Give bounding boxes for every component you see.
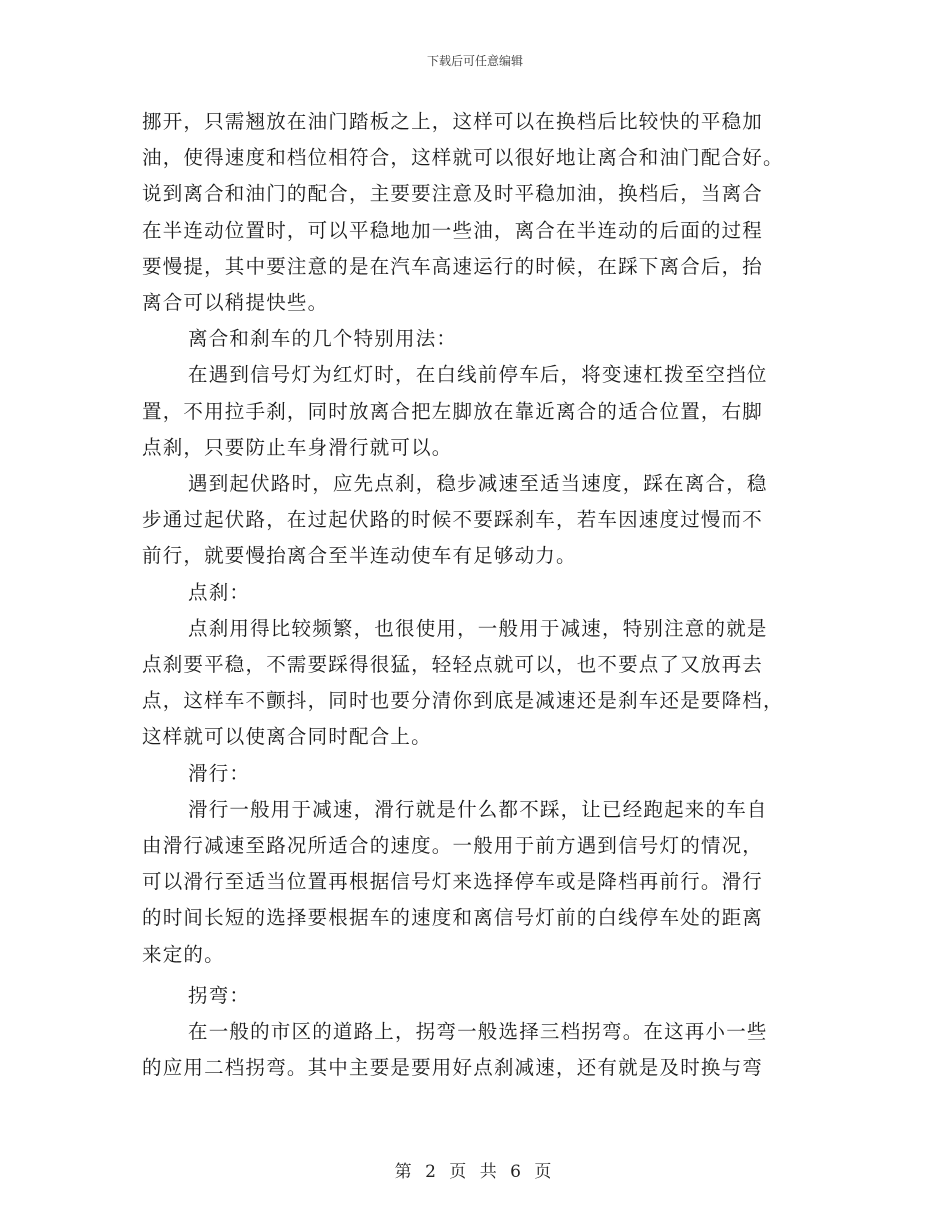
text-line: 滑行一般用于减速，滑行就是什么都不踩，让已经跑起来的车自	[188, 797, 768, 821]
text-line: 的应用二档拐弯。其中主要是要用好点刹减速，还有就是及时换与弯	[142, 1056, 764, 1080]
section-heading: 滑行：	[188, 761, 251, 785]
page-header: 下载后可任意编辑	[426, 54, 523, 68]
text-line: 油，使得速度和档位相符合，这样就可以很好地让离合和油门配合好。	[142, 146, 784, 170]
section-heading: 离合和刹车的几个特别用法：	[188, 327, 458, 351]
section-heading: 拐弯：	[188, 983, 251, 1007]
text-line: 点刹，只要防止车身滑行就可以。	[142, 435, 453, 459]
text-line: 在一般的市区的道路上，拐弯一般选择三档拐弯。在这再小一些	[188, 1020, 768, 1044]
text-line: 点刹用得比较频繁，也很使用，一般用于减速，特别注意的就是	[188, 616, 768, 640]
text-line: 离合可以稍提快些。	[142, 291, 329, 315]
section-heading: 点刹：	[188, 580, 251, 604]
text-line: 由滑行减速至路况所适合的速度。一般用于前方遇到信号灯的情况，	[142, 834, 764, 858]
text-line: 可以滑行至适当位置再根据信号灯来选择停车或是降档再前行。滑行	[142, 870, 764, 894]
text-line: 置，不用拉手刹，同时放离合把左脚放在靠近离合的适合位置，右脚	[142, 399, 764, 423]
text-line: 在半连动位置时，可以平稳地加一些油，离合在半连动的后面的过程	[142, 218, 764, 242]
text-line: 说到离合和油门的配合，主要要注意及时平稳加油，换档后，当离合	[142, 182, 764, 206]
text-line: 要慢提，其中要注意的是在汽车高速运行的时候，在踩下离合后，抬	[142, 254, 764, 278]
page-footer: 第 2 页 共 6 页	[394, 1162, 556, 1182]
text-line: 在遇到信号灯为红灯时，在白线前停车后，将变速杠拨至空挡位	[188, 363, 768, 387]
text-line: 点刹要平稳，不需要踩得很猛，轻轻点就可以，也不要点了又放再去	[142, 653, 764, 677]
text-line: 前行，就要慢抬离合至半连动使车有足够动力。	[142, 544, 577, 568]
text-line: 点，这样车不颤抖，同时也要分清你到底是减速还是刹车还是要降档，	[142, 689, 784, 713]
text-line: 挪开，只需翘放在油门踏板之上，这样可以在换档后比较快的平稳加	[142, 110, 764, 133]
text-line: 遇到起伏路时，应先点刹，稳步减速至适当速度，踩在离合，稳	[188, 472, 768, 496]
text-line: 的时间长短的选择要根据车的速度和离信号灯前的白线停车处的距离	[142, 906, 764, 930]
text-line: 这样就可以使离合同时配合上。	[142, 725, 432, 749]
text-line: 步通过起伏路，在过起伏路的时候不要踩刹车，若车因速度过慢而不	[142, 508, 764, 532]
document-body	[142, 104, 810, 1086]
text-line: 来定的。	[142, 942, 225, 966]
